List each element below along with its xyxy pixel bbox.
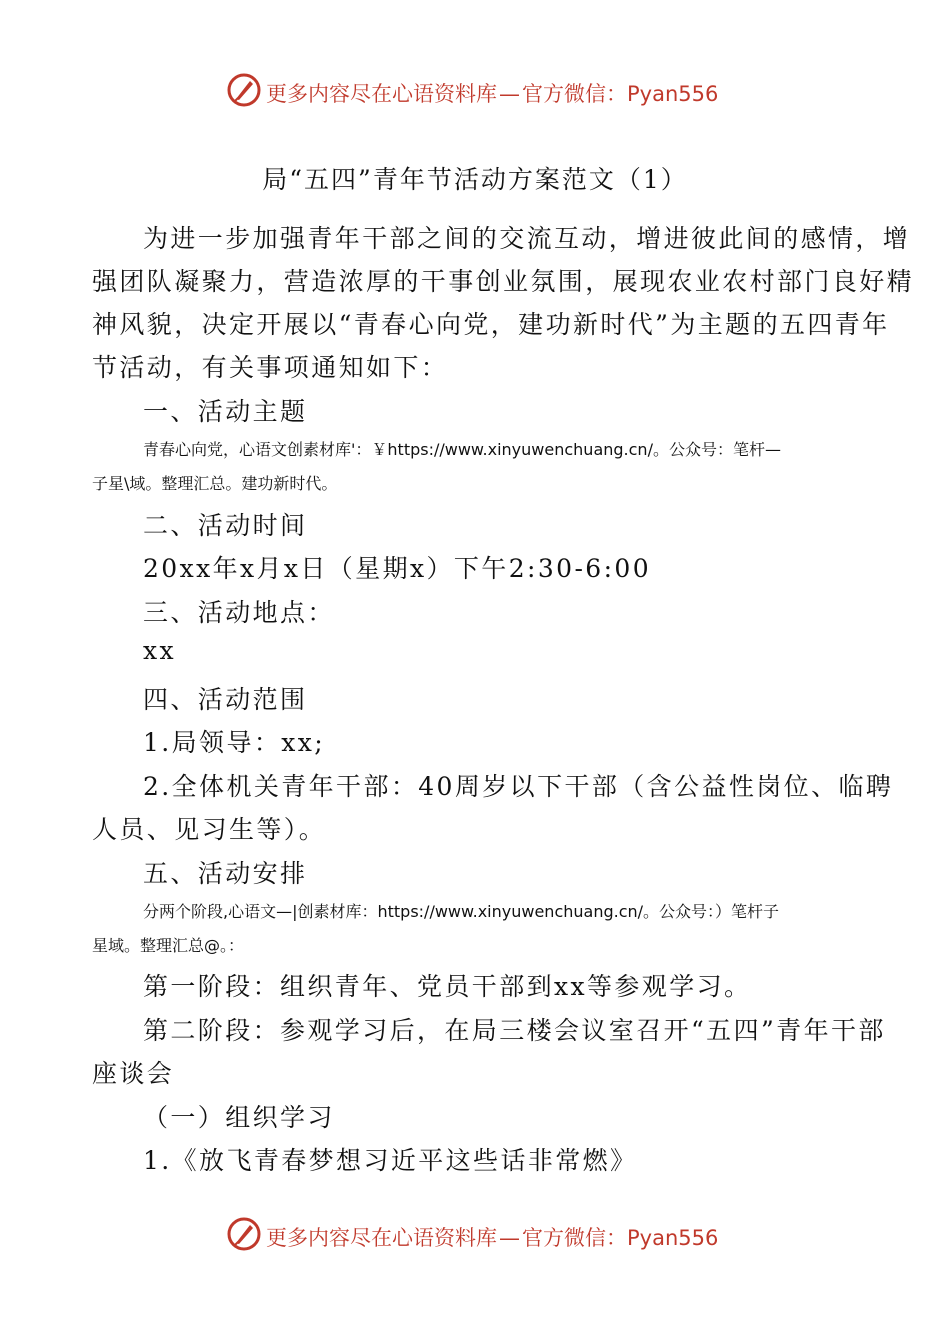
banner-wechat-id: Pyan556 xyxy=(627,82,719,106)
banner-wechat-label: 官方微信： xyxy=(522,1226,627,1250)
stage-2-line-1: 第二阶段：参观学习后，在局三楼会议室召开“五四”青年干部 xyxy=(143,1016,886,1045)
quill-logo-icon xyxy=(226,72,262,108)
section-scope-item-2-line-1: 2.全体机关青年干部：40周岁以下干部（含公益性岗位、临聘 xyxy=(143,772,894,801)
intro-line-4: 节活动，有关事项通知如下： xyxy=(92,353,449,382)
header-banner-text xyxy=(266,78,718,108)
banner-slogan: 更多内容尽在心语资料库 xyxy=(266,1226,497,1250)
intro-line-1: 为进一步加强青年干部之间的交流互动，增进彼此间的感情，增 xyxy=(143,224,911,253)
section-time-body: 20xx年x月x日（星期x）下午2:30-6:00 xyxy=(143,554,652,583)
footer-banner xyxy=(0,1214,950,1258)
quill-logo-icon xyxy=(226,1216,262,1252)
section-theme-body-2: 子星\域。整理汇总。建功新时代。 xyxy=(92,474,338,493)
section-heading-theme: 一、活动主题 xyxy=(143,397,308,426)
section-heading-time: 二、活动时间 xyxy=(143,511,308,540)
banner-wechat-id: Pyan556 xyxy=(627,1226,719,1250)
section-arrangement-body-1: 分两个阶段,心语文—|创素材库：https://www.xinyuwenchuang.cn/。公众号：）笔杆子 xyxy=(143,902,780,921)
footer-banner-text xyxy=(266,1222,718,1252)
banner-wechat-label: 官方微信： xyxy=(522,82,627,106)
section-heading-scope: 四、活动范围 xyxy=(143,685,308,714)
banner-dash: — xyxy=(499,1226,520,1250)
intro-line-2: 强团队凝聚力，营造浓厚的干事创业氛围，展现农业农村部门良好精 xyxy=(92,267,915,296)
intro-line-3: 神风貌，决定开展以“青春心向党，建功新时代”为主题的五四青年 xyxy=(92,310,890,339)
section-theme-body-1: 青春心向党，心语文创素材库'：￥https://www.xinyuwenchuang.cn/。公众号：笔杆— xyxy=(143,440,781,459)
header-banner xyxy=(0,70,950,114)
section-arrangement-body-2: 星域。整理汇总@。： xyxy=(92,936,245,955)
banner-slogan: 更多内容尽在心语资料库 xyxy=(266,82,497,106)
section-location-body: xx xyxy=(143,636,176,665)
stage-2-line-2: 座谈会 xyxy=(92,1059,175,1088)
section-scope-item-1: 1.局领导：xx; xyxy=(143,728,326,757)
stage-1: 第一阶段：组织青年、党员干部到xx等参观学习。 xyxy=(143,972,752,1001)
section-heading-arrangement: 五、活动安排 xyxy=(143,859,308,888)
section-heading-location: 三、活动地点： xyxy=(143,598,335,627)
section-scope-item-2-line-2: 人员、见习生等）。 xyxy=(92,815,327,844)
page-title: 局“五四”青年节活动方案范文（1） xyxy=(262,165,688,194)
subsection-study-item-1: 1.《放飞青春梦想习近平这些话非常燃》 xyxy=(143,1146,638,1175)
banner-dash: — xyxy=(499,82,520,106)
subsection-heading-study: （一）组织学习 xyxy=(143,1103,335,1132)
